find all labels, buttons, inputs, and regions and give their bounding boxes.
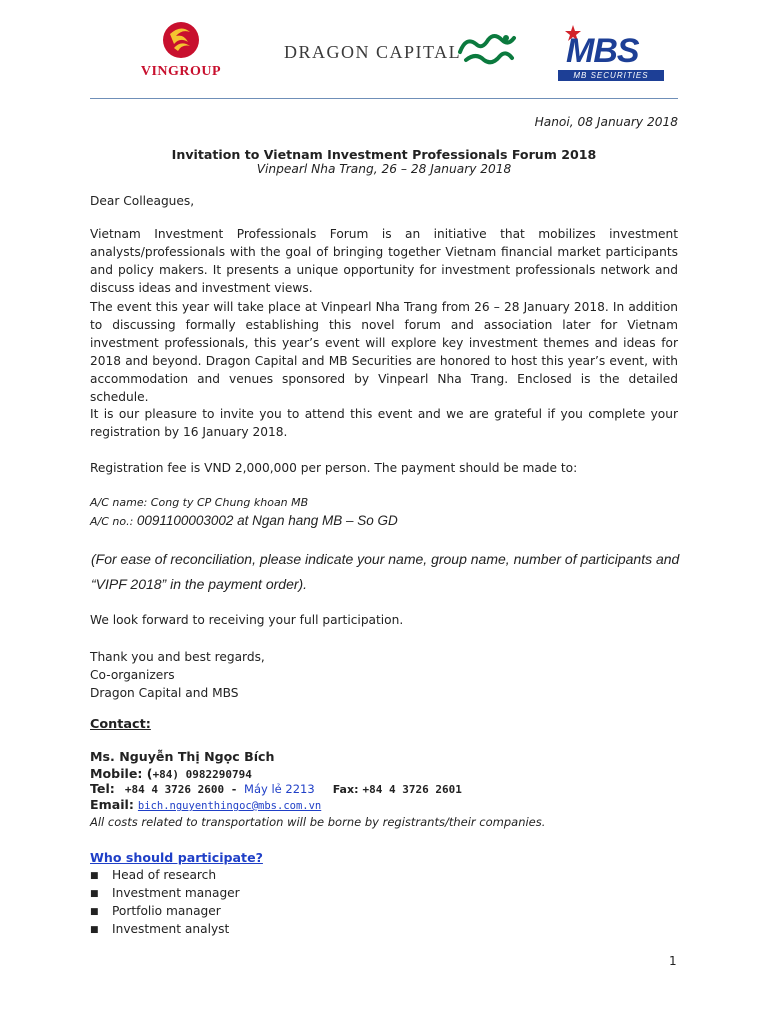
bullet-icon: ■ xyxy=(90,907,99,917)
email-link[interactable]: bich.nguyenthingoc@mbs.com.vn xyxy=(137,800,322,812)
dragon-capital-wordmark: DRAGON CAPITAL xyxy=(284,42,462,62)
mobile-value: +84) 0982290794 xyxy=(152,768,252,781)
bullet-icon: ■ xyxy=(90,871,99,881)
payment-note-line1: (For ease of reconciliation, please indicate your name, group name, number of participants and xyxy=(91,551,680,567)
contact-name: Ms. Nguyễn Thị Ngọc Bích xyxy=(90,749,275,764)
who-heading: Who should participate? xyxy=(90,850,263,865)
bullet-icon: ■ xyxy=(90,925,99,935)
extension: Máy lẻ 2213 xyxy=(244,782,315,796)
mbs-subtitle: MB SECURITIES xyxy=(558,70,664,81)
email-label: Email: xyxy=(90,797,134,812)
bullet-icon: ■ xyxy=(90,889,99,899)
mbs-logo xyxy=(558,26,666,82)
list-item xyxy=(90,866,216,885)
page-title: Invitation to Vietnam Investment Professionals Forum 2018 xyxy=(171,147,597,162)
tel-value: +84 4 3726 2600 - xyxy=(124,783,245,796)
paragraph-invite: It is our pleasure to invite you to attend this event and we are grateful if you complete your registration by 16 January 2018. xyxy=(90,407,678,439)
vingroup-wordmark: VINGROUP xyxy=(140,64,222,79)
dragon-icon xyxy=(456,30,518,66)
list-item-label: Portfolio manager xyxy=(112,904,221,918)
closing-line-1: Thank you and best regards, xyxy=(90,650,265,664)
vingroup-emblem-icon xyxy=(130,20,232,60)
closing-line-3: Dragon Capital and MBS xyxy=(90,686,239,700)
tel-label: Tel: xyxy=(90,781,115,796)
fax-label: Fax: xyxy=(332,783,359,796)
mbs-wordmark: MBS xyxy=(566,32,639,70)
paragraph-event: The event this year will take place at Vinpearl Nha Trang from 26 – 28 January 2018. In addition to discussing formally establishing this novel forum and association later for Vietnam investment professionals, this year’s event will explore key investment themes and ideas for 2018 and beyond. Dragon Capital and MB Securities are honored to host this year’s event, with accommodation and venues sponsored by Vinpearl Nha Trang. Enclosed is the detailed schedule. xyxy=(90,300,678,404)
registration-fee: Registration fee is VND 2,000,000 per person. The payment should be made to: xyxy=(90,461,578,475)
list-item xyxy=(90,920,229,939)
list-item-label: Investment analyst xyxy=(112,922,230,936)
dragon-capital-logo xyxy=(284,30,524,70)
account-number-label: A/C no.: xyxy=(90,515,137,528)
header-divider xyxy=(90,98,678,99)
mobile-label: Mobile: ( xyxy=(90,766,153,781)
page-subtitle: Vinpearl Nha Trang, 26 – 28 January 2018 xyxy=(256,162,512,176)
contact-heading: Contact: xyxy=(90,717,151,732)
vingroup-logo xyxy=(130,20,232,78)
list-item-label: Investment manager xyxy=(112,886,240,900)
account-number xyxy=(90,512,398,531)
look-forward: We look forward to receiving your full participation. xyxy=(90,613,404,627)
list-item-label: Head of research xyxy=(112,868,217,882)
transport-note: All costs related to transportation will be borne by registrants/their companies. xyxy=(90,815,546,829)
greeting: Dear Colleagues, xyxy=(90,194,195,208)
list-item xyxy=(90,902,221,921)
fax-value: +84 4 3726 2601 xyxy=(362,783,462,796)
account-number-value: 0091100003002 at Ngan hang MB – So GD xyxy=(136,513,398,528)
paragraph-intro: Vietnam Investment Professionals Forum is an initiative that mobilizes investment analysts/professionals with the goal of bringing together Vietnam financial market participants and policy makers. It presents a unique opportunity for investment professionals network and discuss ideas and investment views. xyxy=(90,227,678,295)
account-name: A/C name: Cong ty CP Chung khoan MB xyxy=(90,496,309,509)
payment-note-line2: “VIPF 2018” in the payment order). xyxy=(91,576,308,592)
page-number: 1 xyxy=(669,954,677,968)
list-item xyxy=(90,884,240,903)
date-line: Hanoi, 08 January 2018 xyxy=(534,115,678,129)
closing-line-2: Co-organizers xyxy=(90,668,175,682)
